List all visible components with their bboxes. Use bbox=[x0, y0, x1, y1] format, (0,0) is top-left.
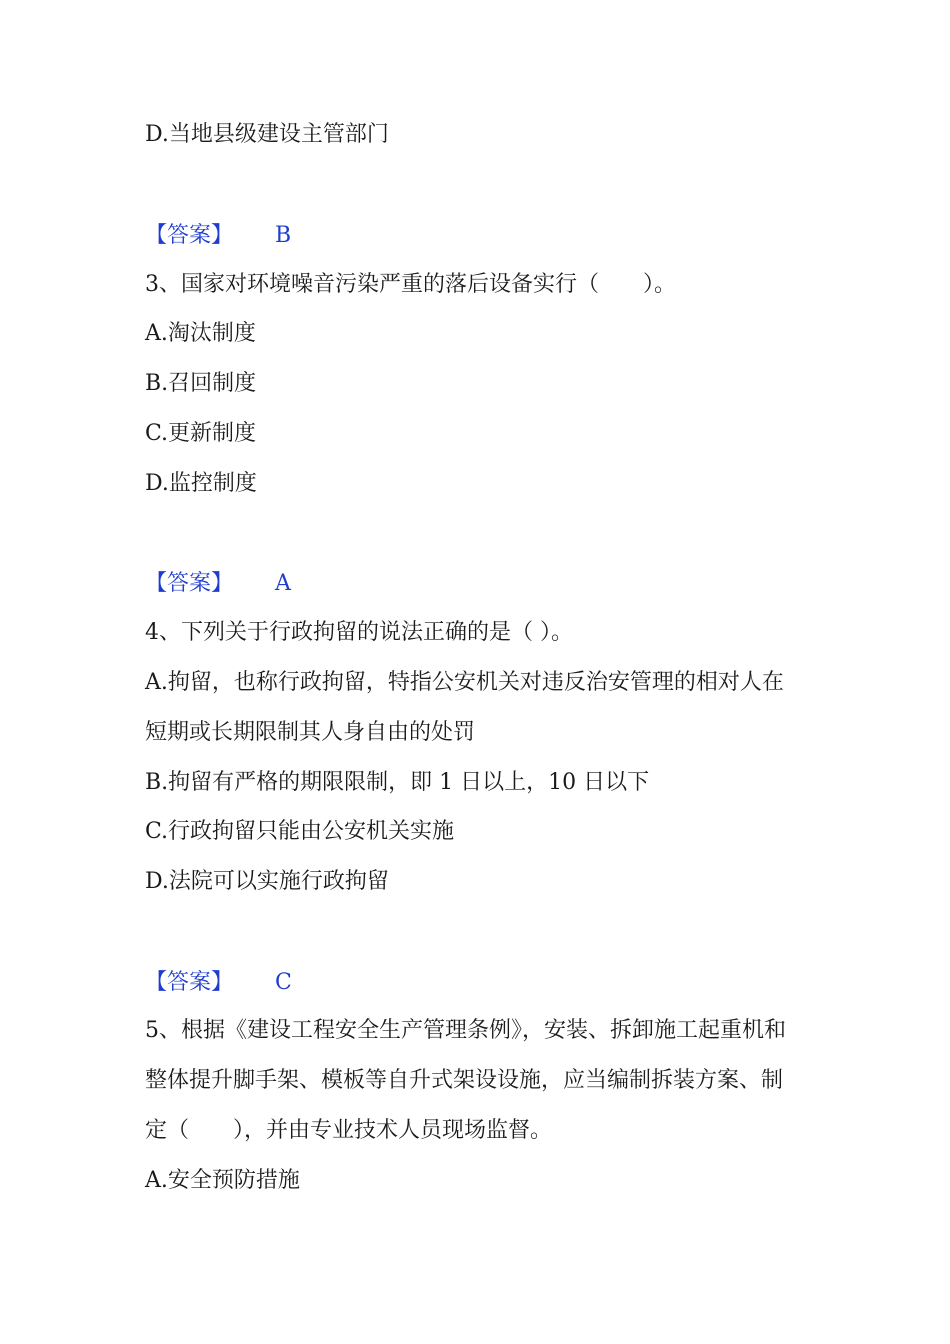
q4-answer bbox=[145, 968, 292, 998]
answer-value: A bbox=[275, 571, 291, 596]
answer-label: 【答案】 bbox=[145, 970, 234, 995]
q3-stem: 3、国家对环境噪音污染严重的落后设备实行（ ）。 bbox=[145, 272, 676, 297]
answer-label: 【答案】 bbox=[145, 223, 234, 248]
answer-label: 【答案】 bbox=[145, 571, 234, 596]
q2-answer bbox=[145, 221, 291, 251]
q4-stem: 4、下列关于行政拘留的说法正确的是（ ）。 bbox=[145, 620, 573, 645]
q3-option-b: B.召回制度 bbox=[145, 371, 257, 396]
q4-option-a-line2: 短期或长期限制其人身自由的处罚 bbox=[145, 720, 476, 745]
q4-option-c: C.行政拘留只能由公安机关实施 bbox=[145, 819, 455, 844]
q3-answer bbox=[145, 569, 291, 599]
q4-option-b: B.拘留有严格的期限限制，即 1 日以上，10 日以下 bbox=[145, 770, 650, 795]
answer-value: C bbox=[275, 970, 292, 995]
q5-stem-line1: 5、根据《建设工程安全生产管理条例》，安装、拆卸施工起重机和 bbox=[145, 1018, 786, 1043]
q5-option-a: A.安全预防措施 bbox=[145, 1168, 300, 1193]
q4-option-d: D.法院可以实施行政拘留 bbox=[145, 869, 389, 894]
q5-stem-line2: 整体提升脚手架、模板等自升式架设设施，应当编制拆装方案、制 bbox=[145, 1068, 784, 1093]
answer-value: B bbox=[275, 223, 292, 248]
q2-option-d: D.当地县级建设主管部门 bbox=[145, 122, 389, 147]
q3-option-a: A.淘汰制度 bbox=[145, 321, 256, 346]
q4-option-a-line1: A.拘留，也称行政拘留，特指公安机关对违反治安管理的相对人在 bbox=[145, 670, 784, 695]
q3-option-d: D.监控制度 bbox=[145, 471, 257, 496]
q3-option-c: C.更新制度 bbox=[145, 421, 257, 446]
q5-stem-line3: 定（ ），并由专业技术人员现场监督。 bbox=[145, 1118, 553, 1143]
